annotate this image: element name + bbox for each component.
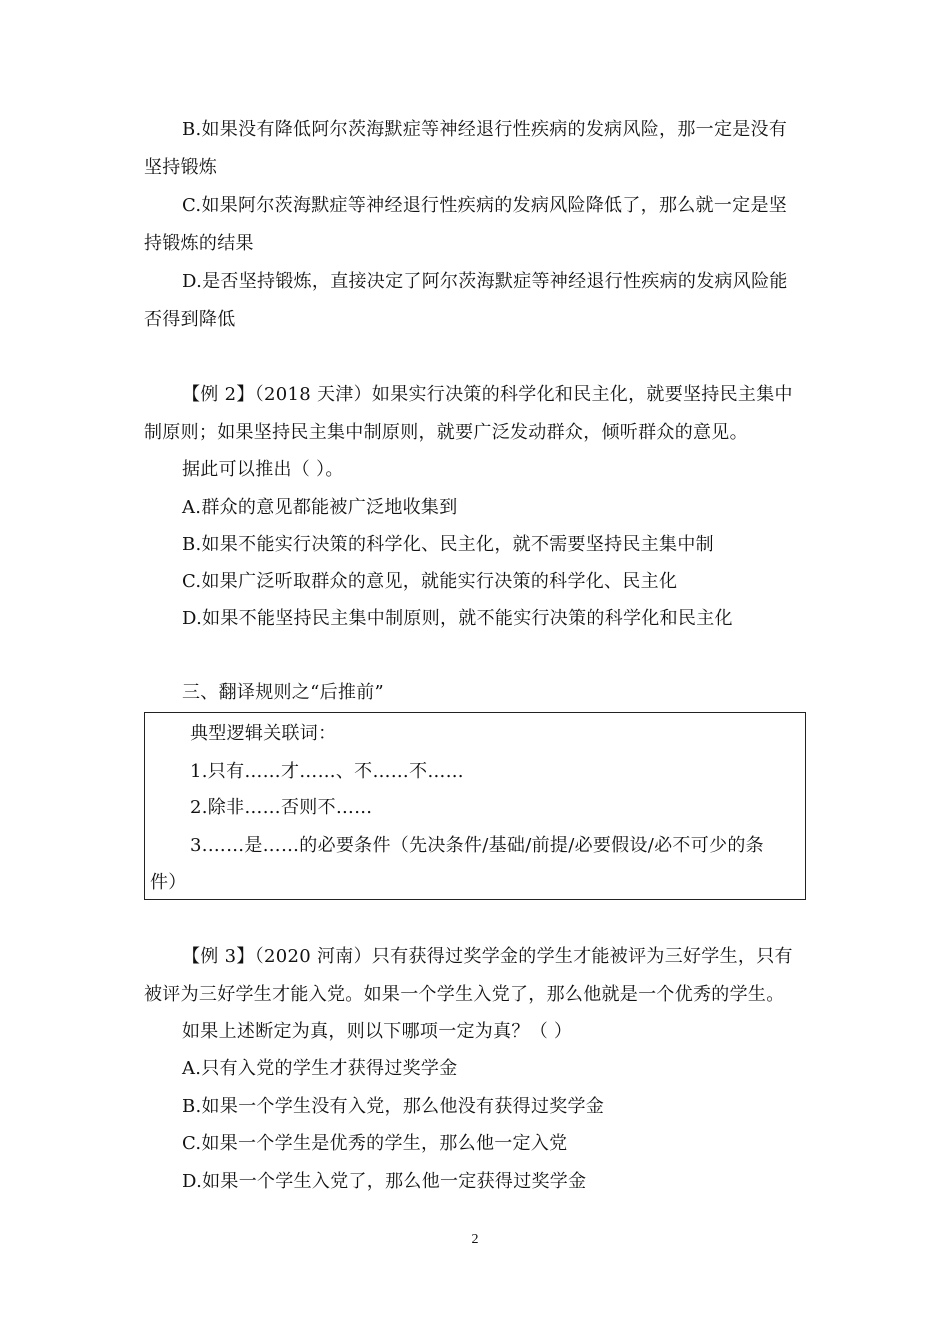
q1-option-d-line1: D.是否坚持锻炼，直接决定了阿尔茨海默症等神经退行性疾病的发病风险能: [182, 271, 788, 292]
keywords-item-1: 1.只有……才……、不……不……: [190, 761, 464, 782]
example2-stem-line2: 制原则；如果坚持民主集中制原则，就要广泛发动群众，倾听群众的意见。: [144, 422, 748, 443]
keywords-item-3-line1: 3.……是……的必要条件（先决条件/基础/前提/必要假设/必不可少的条: [190, 835, 764, 856]
keywords-item-3-line2: 件）: [150, 872, 187, 893]
q1-option-b-line1: B.如果没有降低阿尔茨海默症等神经退行性疾病的发病风险，那一定是没有: [182, 119, 788, 140]
example3-option-b: B.如果一个学生没有入党，那么他没有获得过奖学金: [182, 1096, 605, 1117]
keywords-item-2: 2.除非……否则不……: [190, 797, 373, 818]
example3-stem-line1: 【例 3】（2020 河南）只有获得过奖学金的学生才能被评为三好学生，只有: [182, 946, 793, 967]
example3-question: 如果上述断定为真，则以下哪项一定为真？（ ）: [182, 1021, 573, 1042]
q1-option-b-line2: 坚持锻炼: [144, 157, 218, 178]
section3-heading: 三、翻译规则之“后推前”: [182, 682, 385, 703]
q1-option-c-line2: 持锻炼的结果: [144, 233, 254, 254]
example2-option-a: A.群众的意见都能被广泛地收集到: [182, 497, 458, 518]
example2-option-d: D.如果不能坚持民主集中制原则，就不能实行决策的科学化和民主化: [182, 608, 733, 629]
example3-option-c: C.如果一个学生是优秀的学生，那么他一定入党: [182, 1133, 568, 1154]
example3-stem-line2: 被评为三好学生才能入党。如果一个学生入党了，那么他就是一个优秀的学生。: [144, 984, 785, 1005]
page-number: 2: [471, 1232, 479, 1247]
example2-question: 据此可以推出（ ）。: [182, 459, 344, 480]
example2-stem-line1: 【例 2】（2018 天津）如果实行决策的科学化和民主化，就要坚持民主集中: [182, 384, 793, 405]
example2-option-b: B.如果不能实行决策的科学化、民主化，就不需要坚持民主集中制: [182, 534, 714, 555]
keywords-box-title: 典型逻辑关联词：: [190, 723, 337, 744]
example3-option-a: A.只有入党的学生才获得过奖学金: [182, 1058, 458, 1079]
example2-option-c: C.如果广泛听取群众的意见，就能实行决策的科学化、民主化: [182, 571, 678, 592]
example3-option-d: D.如果一个学生入党了，那么他一定获得过奖学金: [182, 1171, 587, 1192]
q1-option-d-line2: 否得到降低: [144, 309, 236, 330]
q1-option-c-line1: C.如果阿尔茨海默症等神经退行性疾病的发病风险降低了，那么就一定是坚: [182, 195, 788, 216]
